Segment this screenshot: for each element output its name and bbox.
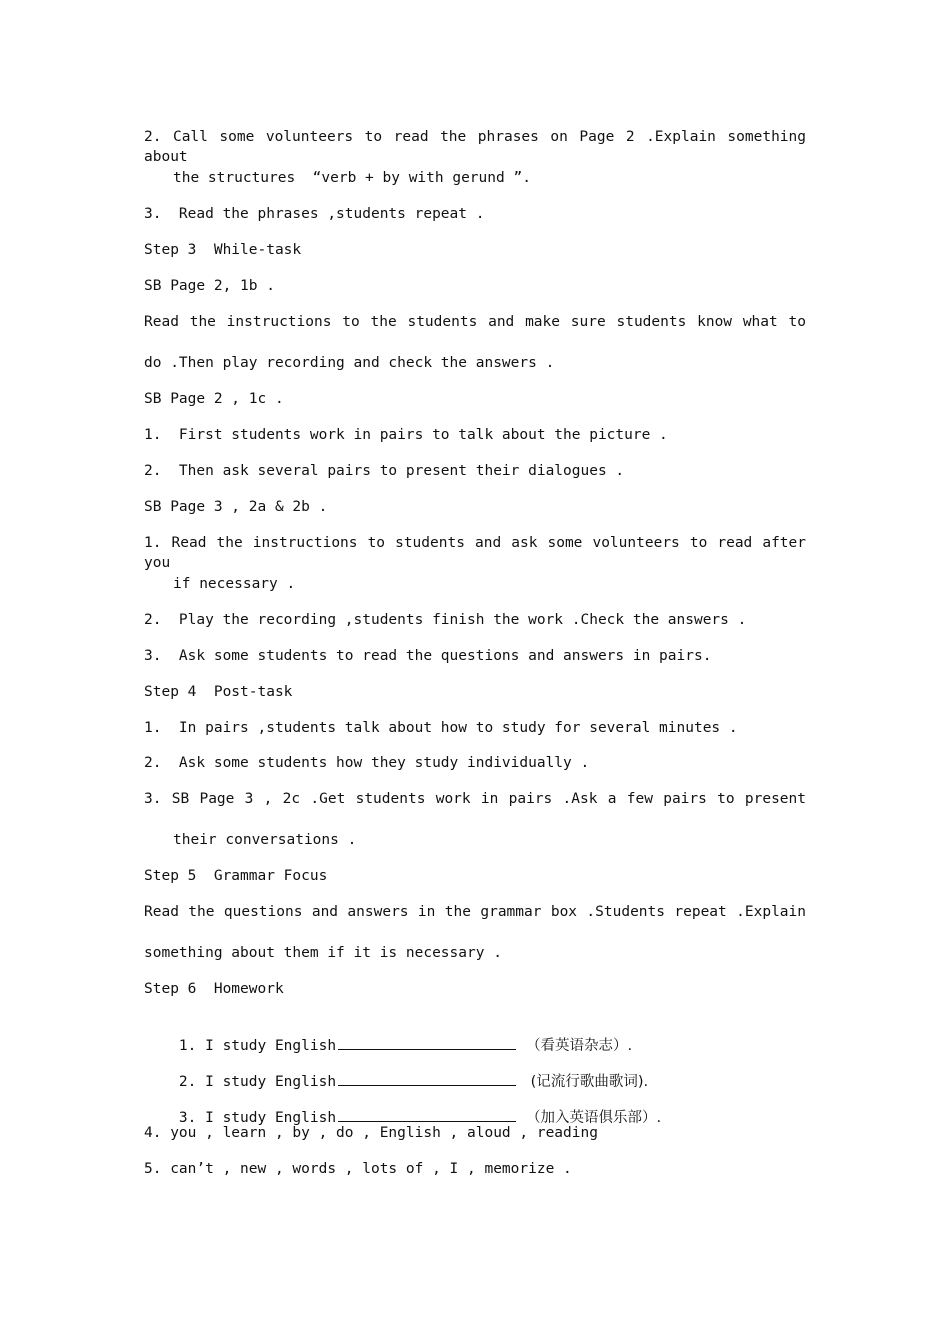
answer-blank xyxy=(338,1107,516,1122)
procedure-item: 3. Read the phrases ,students repeat . xyxy=(144,206,485,222)
procedure-item: 2. Play the recording ,students finish the work .Check the answers . xyxy=(144,612,747,628)
chinese-hint: （看英语杂志）. xyxy=(526,1038,633,1054)
homework-prompt: 1. I study English xyxy=(178,1038,337,1054)
procedure-item: 1. In pairs ,students talk about how to study for several minutes . xyxy=(144,720,738,736)
paragraph-line: something about them if it is necessary . xyxy=(144,945,502,961)
procedure-item-continuation: the structures “verb + by with gerund ”. xyxy=(173,170,531,186)
paragraph-line: do .Then play recording and check the answers . xyxy=(144,355,555,371)
chinese-hint: (记流行歌曲歌词). xyxy=(526,1074,649,1090)
procedure-item: 2. Then ask several pairs to present their dialogues . xyxy=(144,463,625,479)
chinese-hint: （加入英语俱乐部）. xyxy=(526,1110,662,1126)
section-reference: SB Page 2 , 1c . xyxy=(144,391,284,407)
procedure-item-continuation: if necessary . xyxy=(173,576,296,592)
step-heading: Step 6 Homework xyxy=(144,981,284,997)
paragraph-line: Read the instructions to the students and make sure students know what to xyxy=(144,314,806,330)
homework-item: 5. can’t , new , words , lots of , I , memorize . xyxy=(144,1161,572,1177)
procedure-item: 3. Ask some students to read the questions and answers in pairs. xyxy=(144,648,712,664)
procedure-item: 3. SB Page 3 , 2c .Get students work in pairs .Ask a few pairs to present xyxy=(144,791,806,807)
homework-prompt: 3. I study English xyxy=(178,1110,337,1126)
answer-blank xyxy=(338,1071,516,1086)
procedure-item: 2. Call some volunteers to read the phrases on Page 2 .Explain something about xyxy=(144,129,806,165)
step-heading: Step 4 Post-task xyxy=(144,684,293,700)
homework-item: 4. you , learn , by , do , English , aloud , reading xyxy=(144,1125,598,1141)
section-reference: SB Page 2, 1b . xyxy=(144,278,275,294)
procedure-item-continuation: their conversations . xyxy=(173,832,357,848)
procedure-item: 1. First students work in pairs to talk about the picture . xyxy=(144,427,668,443)
homework-prompt: 2. I study English xyxy=(178,1074,337,1090)
procedure-item: 2. Ask some students how they study individually . xyxy=(144,755,590,771)
section-reference: SB Page 3 , 2a & 2b . xyxy=(144,499,328,515)
procedure-item: 1. Read the instructions to students and ask some volunteers to read after you xyxy=(144,535,806,571)
step-heading: Step 5 Grammar Focus xyxy=(144,868,328,884)
paragraph-line: Read the questions and answers in the grammar box .Students repeat .Explain xyxy=(144,904,806,920)
answer-blank xyxy=(338,1035,516,1050)
step-heading: Step 3 While-task xyxy=(144,242,302,258)
